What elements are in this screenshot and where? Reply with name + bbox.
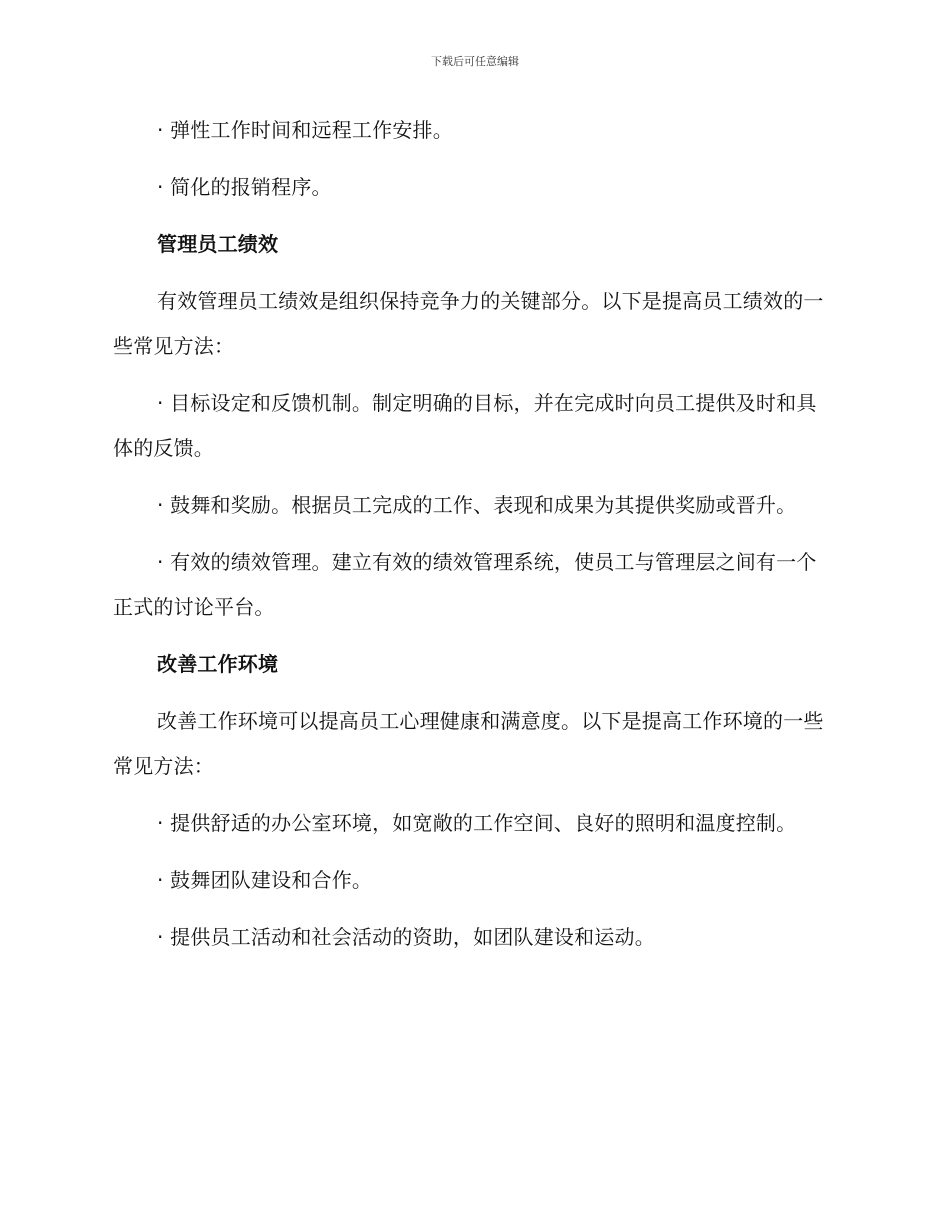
document-body bbox=[113, 108, 833, 972]
section-intro-performance: 有效管理员工绩效是组织保持竞争力的关键部分。以下是提高员工绩效的一些常见方法： bbox=[113, 289, 824, 358]
section-heading-performance: 管理员工绩效 bbox=[157, 232, 279, 256]
bullet-office-environment: · 提供舒适的办公室环境，如宽敞的工作空间、良好的照明和温度控制。 bbox=[157, 811, 797, 835]
page-header-note: 下载后可任意编辑 bbox=[431, 55, 519, 68]
bullet-reimbursement: · 简化的报销程序。 bbox=[157, 175, 332, 199]
section-intro-environment: 改善工作环境可以提高员工心理健康和满意度。以下是提高工作环境的一些常见方法： bbox=[113, 709, 824, 778]
bullet-encourage-reward: · 鼓舞和奖励。根据员工完成的工作、表现和成果为其提供奖励或晋升。 bbox=[157, 493, 797, 517]
bullet-activity-funding: · 提供员工活动和社会活动的资助，如团队建设和运动。 bbox=[157, 925, 655, 949]
bullet-goal-feedback: · 目标设定和反馈机制。制定明确的目标，并在完成时向员工提供及时和具体的反馈。 bbox=[113, 391, 817, 460]
bullet-flexible-work: · 弹性工作时间和远程工作安排。 bbox=[157, 118, 453, 142]
section-heading-environment: 改善工作环境 bbox=[157, 652, 279, 676]
bullet-team-building: · 鼓舞团队建设和合作。 bbox=[157, 868, 373, 892]
bullet-performance-management: · 有效的绩效管理。建立有效的绩效管理系统，使员工与管理层之间有一个正式的讨论平台。 bbox=[113, 550, 817, 619]
